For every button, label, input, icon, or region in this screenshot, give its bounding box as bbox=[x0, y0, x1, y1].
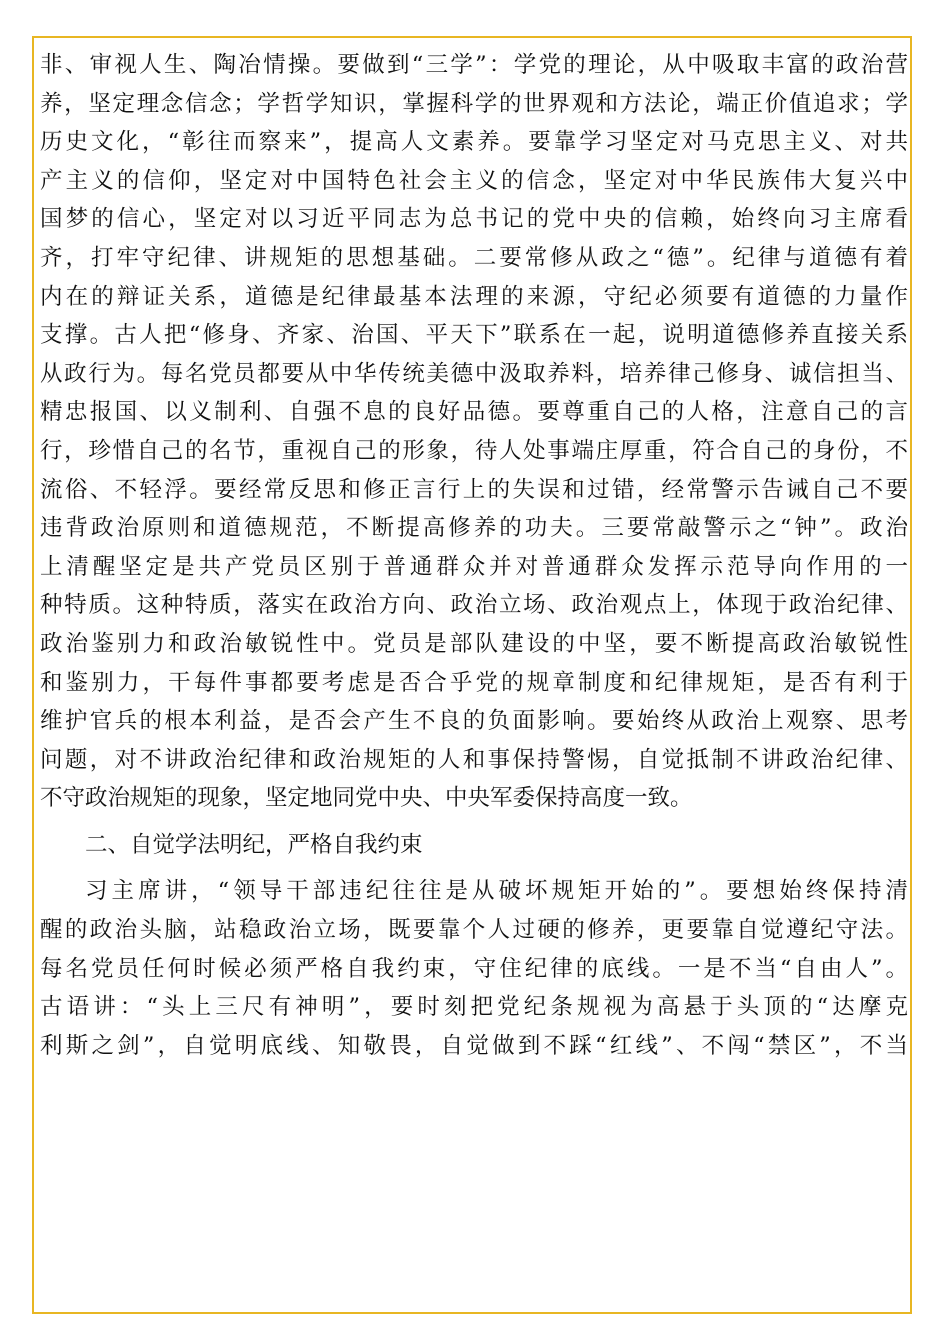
text-line: 政治鉴别力和政治敏锐性中。党员是部队建设的中坚，要不断提高政治敏锐性 bbox=[40, 630, 908, 657]
text-line: 维护官兵的根本利益，是否会产生不良的负面影响。要始终从政治上观察、思考 bbox=[40, 708, 908, 735]
document-body bbox=[40, 46, 908, 1065]
text-line: 古语讲：“头上三尺有神明”，要时刻把党纪条规视为高悬于头顶的“达摩克 bbox=[40, 994, 908, 1021]
text-line: 问题，对不讲政治纪律和政治规矩的人和事保持警惕，自觉抵制不讲政治纪律、 bbox=[40, 746, 908, 773]
text-line: 精忠报国、以义制利、自强不息的良好品德。要尊重自己的人格，注意自己的言 bbox=[40, 399, 908, 426]
text-line: 国梦的信心，坚定对以习近平同志为总书记的党中央的信赖，始终向习主席看 bbox=[40, 206, 908, 233]
text-line: 上清醒坚定是共产党员区别于普通群众并对普通群众发挥示范导向作用的一 bbox=[40, 553, 908, 580]
text-line: 种特质。这种特质，落实在政治方向、政治立场、政治观点上，体现于政治纪律、 bbox=[40, 592, 908, 619]
text-line: 非、审视人生、陶冶情操。要做到“三学”：学党的理论，从中吸取丰富的政治营 bbox=[40, 52, 908, 78]
text-line: 齐，打牢守纪律、讲规矩的思想基础。二要常修从政之“德”。纪律与道德有着 bbox=[40, 244, 908, 271]
text-line: 养，坚定理念信念；学哲学知识，掌握科学的世界观和方法论，端正价值追求；学 bbox=[40, 90, 908, 117]
text-line: 支撑。古人把“修身、齐家、治国、平天下”联系在一起，说明道德修养直接关系 bbox=[40, 322, 908, 349]
paragraph-gap bbox=[40, 818, 908, 826]
text-line: 历史文化，“彰往而察来”，提高人文素养。要靠学习坚定对马克思主义、对共 bbox=[40, 129, 908, 156]
text-line: 违背政治原则和道德规范，不断提高修养的功夫。三要常敲警示之“钟”。政治 bbox=[40, 515, 908, 542]
section-heading: 二、自觉学法明纪，严格自我约束 bbox=[85, 831, 423, 858]
text-line: 产主义的信仰，坚定对中国特色社会主义的信念，坚定对中华民族伟大复兴中 bbox=[40, 167, 908, 194]
text-line: 和鉴别力，干每件事都要考虑是否合乎党的规章制度和纪律规矩，是否有利于 bbox=[40, 669, 908, 696]
paragraph-gap bbox=[40, 864, 908, 872]
text-line: 醒的政治头脑，站稳政治立场，既要靠个人过硬的修养，更要靠自觉遵纪守法。 bbox=[40, 917, 908, 944]
text-line: 不守政治规矩的现象，坚定地同党中央、中央军委保持高度一致。 bbox=[40, 785, 693, 812]
text-line: 内在的辩证关系，道德是纪律最基本法理的来源，守纪必须要有道德的力量作 bbox=[40, 283, 908, 310]
text-line: 行，珍惜自己的名节，重视自己的形象，待人处事端庄厚重，符合自己的身份，不 bbox=[40, 437, 908, 464]
text-line: 利斯之剑”，自觉明底线、知敬畏，自觉做到不踩“红线”、不闯“禁区”，不当 bbox=[40, 1032, 908, 1059]
text-line: 流俗、不轻浮。要经常反思和修正言行上的失误和过错，经常警示告诫自己不要 bbox=[40, 476, 908, 503]
text-line: 习主席讲，“领导干部违纪往往是从破坏规矩开始的”。要想始终保持清 bbox=[85, 878, 908, 905]
text-line: 每名党员任何时候必须严格自我约束，守住纪律的底线。一是不当“自由人”。 bbox=[40, 955, 908, 982]
text-line: 从政行为。每名党员都要从中华传统美德中汲取养料，培养律己修身、诚信担当、 bbox=[40, 360, 908, 387]
